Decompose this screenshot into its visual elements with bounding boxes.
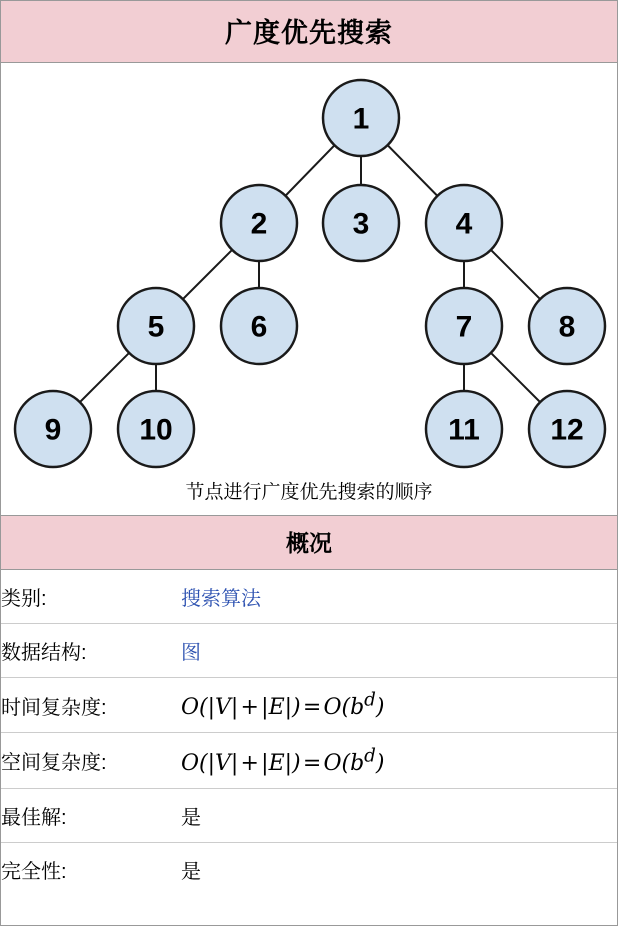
tree-node-5 [118, 288, 194, 364]
tree-node-2 [221, 185, 297, 261]
row-value-optimal: 是 [181, 788, 617, 842]
tree-node-7 [426, 288, 502, 364]
row-label-time-complexity: 时间复杂度: [1, 678, 181, 733]
table-row [1, 788, 617, 842]
node-label-10: 10 [139, 413, 173, 447]
table-row [1, 624, 617, 678]
bfs-tree-figure [1, 63, 617, 515]
node-label-8: 8 [558, 310, 576, 344]
tree-node-3 [323, 185, 399, 261]
tree-node-8 [529, 288, 605, 364]
tree-node-10 [118, 391, 194, 467]
figure-caption: 节点进行广度优先搜索的顺序 [185, 482, 433, 503]
node-label-6: 6 [250, 310, 268, 344]
node-label-4: 4 [455, 207, 473, 241]
row-value-space-complexity [181, 733, 617, 788]
table-row [1, 678, 617, 733]
page-title: 广度优先搜索 [1, 1, 617, 63]
table-row [1, 842, 617, 896]
tree-node-12 [529, 391, 605, 467]
node-label-5: 5 [147, 310, 165, 344]
node-label-11: 11 [448, 413, 480, 447]
node-label-7: 7 [455, 310, 473, 344]
tree-node-9 [15, 391, 91, 467]
category-link[interactable]: 搜索算法 [181, 588, 261, 610]
node-label-9: 9 [44, 413, 62, 447]
data-structure-link[interactable]: 图 [181, 642, 201, 664]
row-label-optimal: 最佳解: [1, 788, 181, 842]
row-value-category [181, 570, 617, 624]
tree-edges [53, 118, 567, 429]
row-value-data-structure [181, 624, 617, 678]
node-label-3: 3 [352, 207, 370, 241]
table-row [1, 733, 617, 788]
table-row [1, 570, 617, 624]
tree-node-6 [221, 288, 297, 364]
overview-table [1, 570, 617, 896]
tree-node-4 [426, 185, 502, 261]
node-label-12: 12 [550, 413, 584, 447]
row-value-complete: 是 [181, 860, 201, 883]
time-complexity-formula: O(|V| + |E|) = $O(b^d)$ [181, 690, 385, 721]
tree-nodes [15, 80, 605, 467]
section-title-overview: 概况 [1, 515, 617, 570]
tree-node-11 [426, 391, 502, 467]
row-label-complete: 完全性: [1, 860, 67, 883]
row-label-data-structure: 数据结构: [1, 624, 181, 678]
row-label-category: 类别: [1, 570, 181, 624]
row-label-space-complexity: 空间复杂度: [1, 733, 181, 788]
node-label-2: 2 [250, 207, 268, 241]
node-label-1: 1 [352, 102, 370, 136]
space-complexity-formula: O(|V| + |E|) = $O(b^d)$ [181, 745, 385, 776]
bfs-tree-svg [1, 63, 618, 483]
row-value-time-complexity [181, 678, 617, 733]
tree-node-1 [323, 80, 399, 156]
